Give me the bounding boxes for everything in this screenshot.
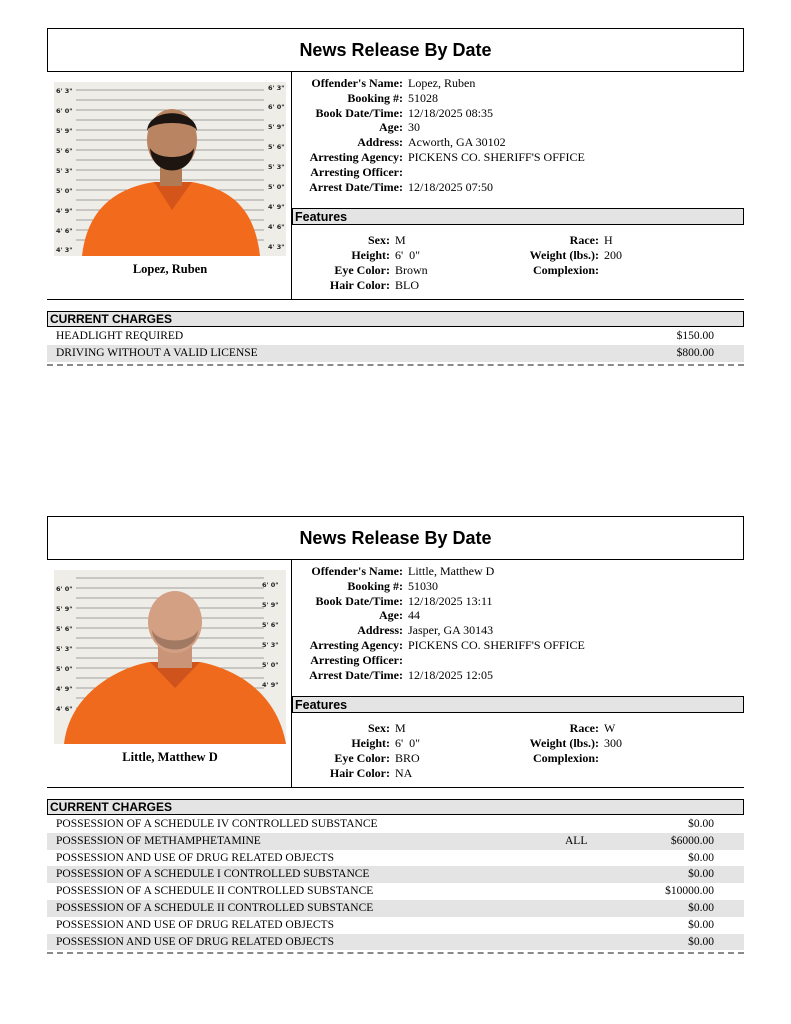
- photo-column: [47, 72, 292, 299]
- charge-row: POSSESSION AND USE OF DRUG RELATED OBJECTS $0.00: [56, 851, 714, 864]
- offender-info: [292, 564, 742, 682]
- svg-text:4' 6": 4' 6": [56, 227, 73, 235]
- divider: [47, 787, 744, 788]
- svg-text:5' 9": 5' 9": [262, 601, 279, 609]
- svg-text:5' 9": 5' 9": [56, 127, 73, 135]
- info-row-arrest-date: Arrest Date/Time: 12/18/2025 12:05: [309, 667, 494, 682]
- svg-text:5' 0": 5' 0": [56, 187, 73, 195]
- svg-text:5' 6": 5' 6": [56, 625, 73, 633]
- svg-text:5' 3": 5' 3": [268, 163, 285, 171]
- svg-text:5' 0": 5' 0": [56, 665, 73, 673]
- photo-caption: Lopez, Ruben: [132, 262, 208, 276]
- features-right: [512, 233, 622, 278]
- svg-text:4' 9": 4' 9": [268, 203, 285, 211]
- charge-row: POSSESSION AND USE OF DRUG RELATED OBJECTS $0.00: [56, 918, 714, 931]
- feature-eye-color: Eye Color: BRO: [334, 751, 420, 765]
- svg-text:5' 0": 5' 0": [268, 183, 285, 191]
- charge-row: HEADLIGHT REQUIRED $150.00: [56, 330, 714, 342]
- charges-list: [47, 816, 744, 950]
- features-right: [512, 721, 622, 766]
- features-heading: Features: [292, 208, 744, 225]
- svg-text:4' 9": 4' 9": [56, 685, 73, 693]
- feature-height: Height: 6' 0": [351, 248, 421, 262]
- info-row-age: Age: 44: [379, 608, 420, 623]
- info-row-officer: Arresting Officer:: [310, 652, 403, 667]
- svg-text:5' 3": 5' 3": [56, 645, 73, 653]
- features-left: [292, 721, 420, 781]
- charge-row: DRIVING WITHOUT A VALID LICENSE $800.00: [47, 345, 744, 362]
- booking-photo: [54, 570, 286, 744]
- svg-text:5' 3": 5' 3": [262, 641, 279, 649]
- charge-row: POSSESSION OF METHAMPHETAMINE ALL $6000.00: [47, 833, 744, 850]
- svg-text:4' 3": 4' 3": [268, 243, 285, 251]
- charge-row: POSSESSION OF A SCHEDULE II CONTROLLED SUBSTANCE $10000.00: [56, 885, 714, 898]
- feature-sex: Sex: M: [368, 721, 406, 735]
- mugshot-image-1: [54, 82, 286, 256]
- offender-info: [292, 76, 742, 194]
- svg-text:6' 3": 6' 3": [56, 87, 73, 95]
- svg-text:6' 0": 6' 0": [56, 107, 73, 115]
- booking-photo: [54, 82, 286, 256]
- info-row-booking: Booking #: 51030: [347, 578, 438, 593]
- charge-row: POSSESSION OF A SCHEDULE IV CONTROLLED SUBSTANCE $0.00: [56, 818, 714, 830]
- info-row-address: Address: Jasper, GA 30143: [357, 623, 494, 638]
- svg-text:4' 6": 4' 6": [268, 223, 285, 231]
- feature-hair-color: Hair Color: BLO: [329, 278, 419, 292]
- svg-text:5' 0": 5' 0": [262, 661, 279, 669]
- info-row-officer: Arresting Officer:: [310, 164, 403, 179]
- svg-text:6' 3": 6' 3": [268, 84, 285, 92]
- svg-text:5' 6": 5' 6": [262, 621, 279, 629]
- info-row-book-date: Book Date/Time: 12/18/2025 13:11: [315, 593, 493, 608]
- svg-text:4' 3": 4' 3": [56, 246, 73, 254]
- feature-complexion: Complexion:: [533, 263, 599, 277]
- feature-height: Height: 6' 0": [351, 736, 421, 750]
- feature-eye-color: Eye Color: Brown: [334, 263, 428, 277]
- feature-sex: Sex: M: [368, 233, 406, 247]
- charge-row: POSSESSION OF A SCHEDULE II CONTROLLED SUBSTANCE $0.00: [47, 900, 744, 917]
- features-heading: Features: [292, 696, 744, 713]
- info-row-book-date: Book Date/Time: 12/18/2025 08:35: [315, 105, 494, 120]
- svg-text:6' 0": 6' 0": [268, 103, 285, 111]
- svg-text:4' 9": 4' 9": [56, 207, 73, 215]
- info-row-name: Offender's Name: Little, Matthew D: [311, 564, 495, 578]
- svg-text:6' 0": 6' 0": [262, 581, 279, 589]
- svg-text:5' 3": 5' 3": [56, 167, 73, 175]
- dashed-separator: [47, 364, 744, 366]
- charges-heading: CURRENT CHARGES: [47, 311, 744, 327]
- charges-list: [47, 328, 744, 362]
- feature-weight: Weight (lbs.): 200: [529, 248, 622, 262]
- photo-column: [47, 560, 292, 787]
- feature-complexion: Complexion:: [533, 751, 599, 765]
- divider: [47, 299, 744, 300]
- charges-heading: CURRENT CHARGES: [47, 799, 744, 815]
- release-title: News Release By Date: [47, 516, 744, 560]
- charge-row: POSSESSION AND USE OF DRUG RELATED OBJECTS $0.00: [47, 934, 744, 951]
- svg-text:4' 9": 4' 9": [262, 681, 279, 689]
- svg-text:5' 9": 5' 9": [268, 123, 285, 131]
- dashed-separator: [47, 952, 744, 954]
- svg-text:5' 6": 5' 6": [56, 147, 73, 155]
- info-row-arrest-date: Arrest Date/Time: 12/18/2025 07:50: [309, 179, 494, 194]
- svg-text:4' 6": 4' 6": [56, 705, 73, 713]
- info-row-name: Offender's Name: Lopez, Ruben: [311, 76, 476, 90]
- features-left: [292, 233, 428, 293]
- info-row-age: Age: 30: [379, 120, 420, 135]
- info-row-agency: Arresting Agency: PICKENS CO. SHERIFF'S OFFICE: [309, 149, 585, 164]
- info-row-address: Address: Acworth, GA 30102: [357, 135, 506, 150]
- feature-hair-color: Hair Color: NA: [329, 766, 413, 780]
- charge-row: POSSESSION OF A SCHEDULE I CONTROLLED SUBSTANCE $0.00: [47, 866, 744, 883]
- feature-race: Race: H: [569, 233, 613, 247]
- svg-text:5' 6": 5' 6": [268, 143, 285, 151]
- photo-caption: Little, Matthew D: [122, 750, 218, 764]
- feature-race: Race: W: [569, 721, 616, 735]
- release-title: News Release By Date: [47, 28, 744, 72]
- info-row-agency: Arresting Agency: PICKENS CO. SHERIFF'S OFFICE: [309, 637, 585, 652]
- feature-weight: Weight (lbs.): 300: [529, 736, 622, 750]
- svg-text:6' 0": 6' 0": [56, 585, 73, 593]
- svg-text:5' 9": 5' 9": [56, 605, 73, 613]
- info-row-booking: Booking #: 51028: [347, 90, 438, 105]
- mugshot-image-2: [54, 570, 286, 744]
